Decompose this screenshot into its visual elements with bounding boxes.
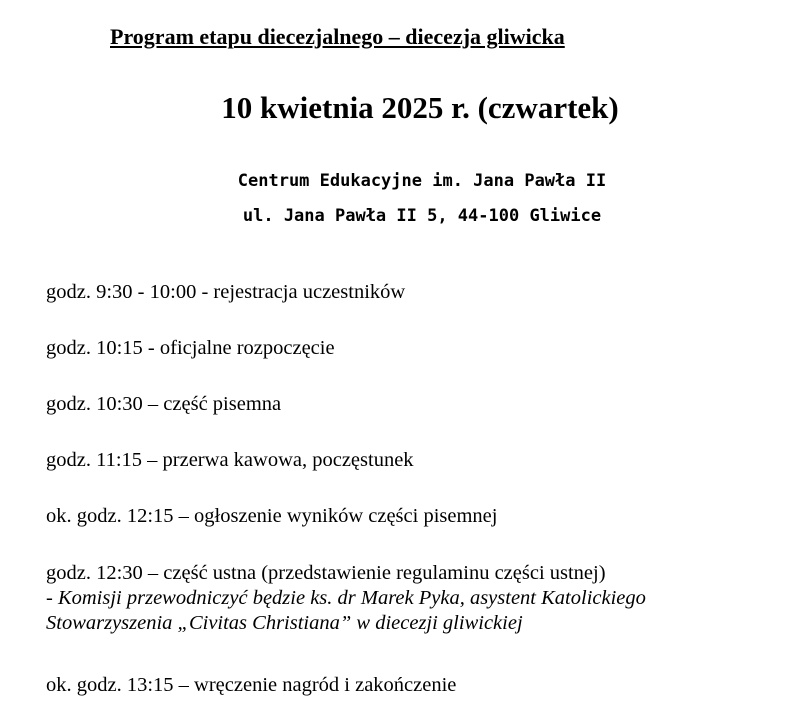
schedule-item-registration: godz. 9:30 - 10:00 - rejestracja uczestników	[46, 281, 406, 303]
schedule-item-written-results: ok. godz. 12:15 – ogłoszenie wyników części pisemnej	[46, 505, 498, 527]
schedule-item-oral-part-text: godz. 12:30 – część ustna (przedstawienie regulaminu części ustnej)	[46, 562, 606, 584]
venue-name: Centrum Edukacyjne im. Jana Pawła II	[237, 171, 607, 191]
commission-note-line2: Stowarzyszenia „Civitas Christiana” w diecezji gliwickiej	[46, 612, 523, 634]
schedule-item-oral-part	[46, 561, 646, 636]
venue-address: ul. Jana Pawła II 5, 44-100 Gliwice	[242, 206, 602, 226]
program-title: Program etapu diecezjalnego – diecezja gliwicka	[110, 24, 565, 49]
schedule-item-closing: ok. godz. 13:15 – wręczenie nagród i zakończenie	[46, 674, 457, 696]
schedule-item-coffee-break: godz. 11:15 – przerwa kawowa, poczęstunek	[46, 449, 414, 471]
schedule-item-written-part: godz. 10:30 – część pisemna	[46, 393, 282, 415]
event-date: 10 kwietnia 2025 r. (czwartek)	[221, 90, 619, 125]
schedule-item-opening: godz. 10:15 - oficjalne rozpoczęcie	[46, 337, 335, 359]
commission-note-line1: - Komisji przewodniczyć będzie ks. dr Marek Pyka, asystent Katolickiego	[46, 587, 646, 609]
